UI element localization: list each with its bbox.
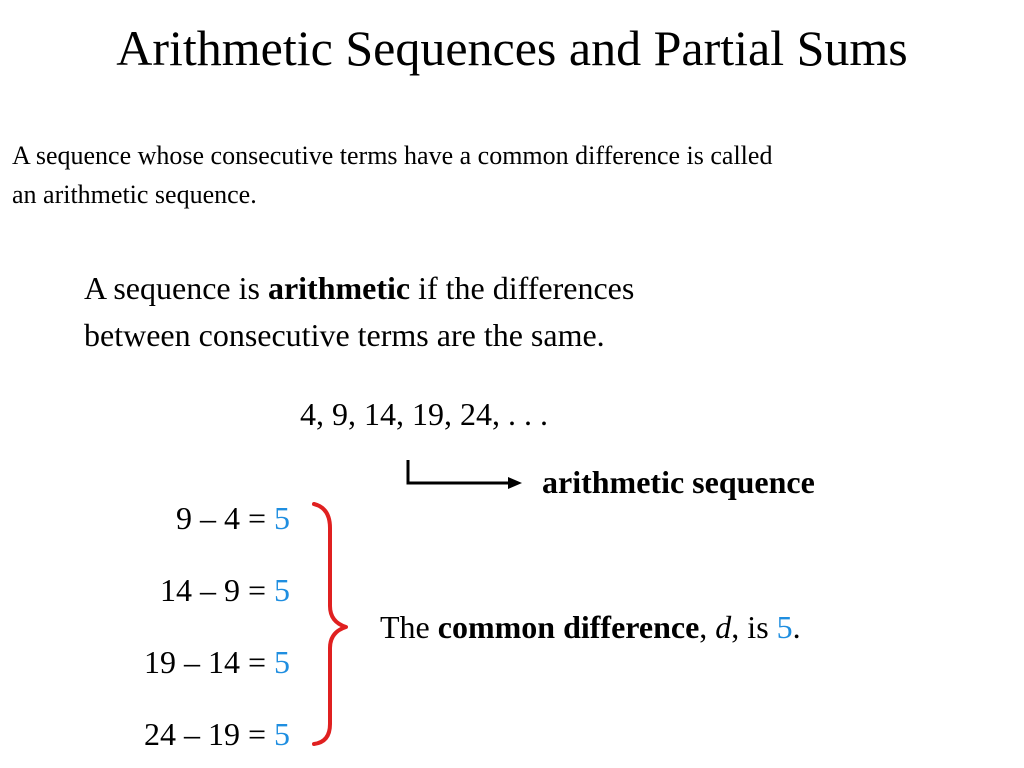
difference-result: 5 bbox=[274, 644, 290, 680]
intro-line-1: A sequence whose consecutive terms have a common difference is called bbox=[12, 141, 773, 170]
common-difference-statement bbox=[380, 605, 801, 649]
summary-text: , is bbox=[731, 609, 777, 645]
difference-row bbox=[0, 712, 290, 756]
difference-row bbox=[0, 640, 290, 684]
sequence-label: arithmetic sequence bbox=[542, 464, 815, 500]
difference-row bbox=[0, 496, 290, 540]
difference-expression: 14 – 9 = bbox=[159, 572, 274, 608]
summary-variable: d bbox=[715, 609, 732, 645]
difference-expression: 19 – 14 = bbox=[143, 644, 274, 680]
definition-term: arithmetic bbox=[267, 270, 411, 306]
difference-expression: 9 – 4 = bbox=[175, 500, 274, 536]
definition-text: A sequence is bbox=[84, 270, 268, 306]
example-sequence: 4, 9, 14, 19, 24, . . . bbox=[300, 396, 548, 432]
definition-text: if the differences bbox=[410, 270, 635, 306]
difference-expression: 24 – 19 = bbox=[143, 716, 274, 752]
summary-term: common difference bbox=[437, 609, 700, 645]
difference-result: 5 bbox=[274, 500, 290, 536]
difference-row bbox=[0, 568, 290, 612]
intro-line-2: an arithmetic sequence. bbox=[12, 180, 257, 209]
right-brace-icon bbox=[314, 504, 346, 744]
page-title: Arithmetic Sequences and Partial Sums bbox=[116, 20, 908, 76]
difference-result: 5 bbox=[274, 572, 290, 608]
summary-value: 5 bbox=[776, 609, 793, 645]
summary-text: The bbox=[380, 609, 438, 645]
difference-result: 5 bbox=[274, 716, 290, 752]
summary-text: , bbox=[699, 609, 716, 645]
summary-text: . bbox=[792, 609, 801, 645]
definition-line-2: between consecutive terms are the same. bbox=[84, 317, 605, 353]
arrow-icon bbox=[408, 460, 522, 489]
